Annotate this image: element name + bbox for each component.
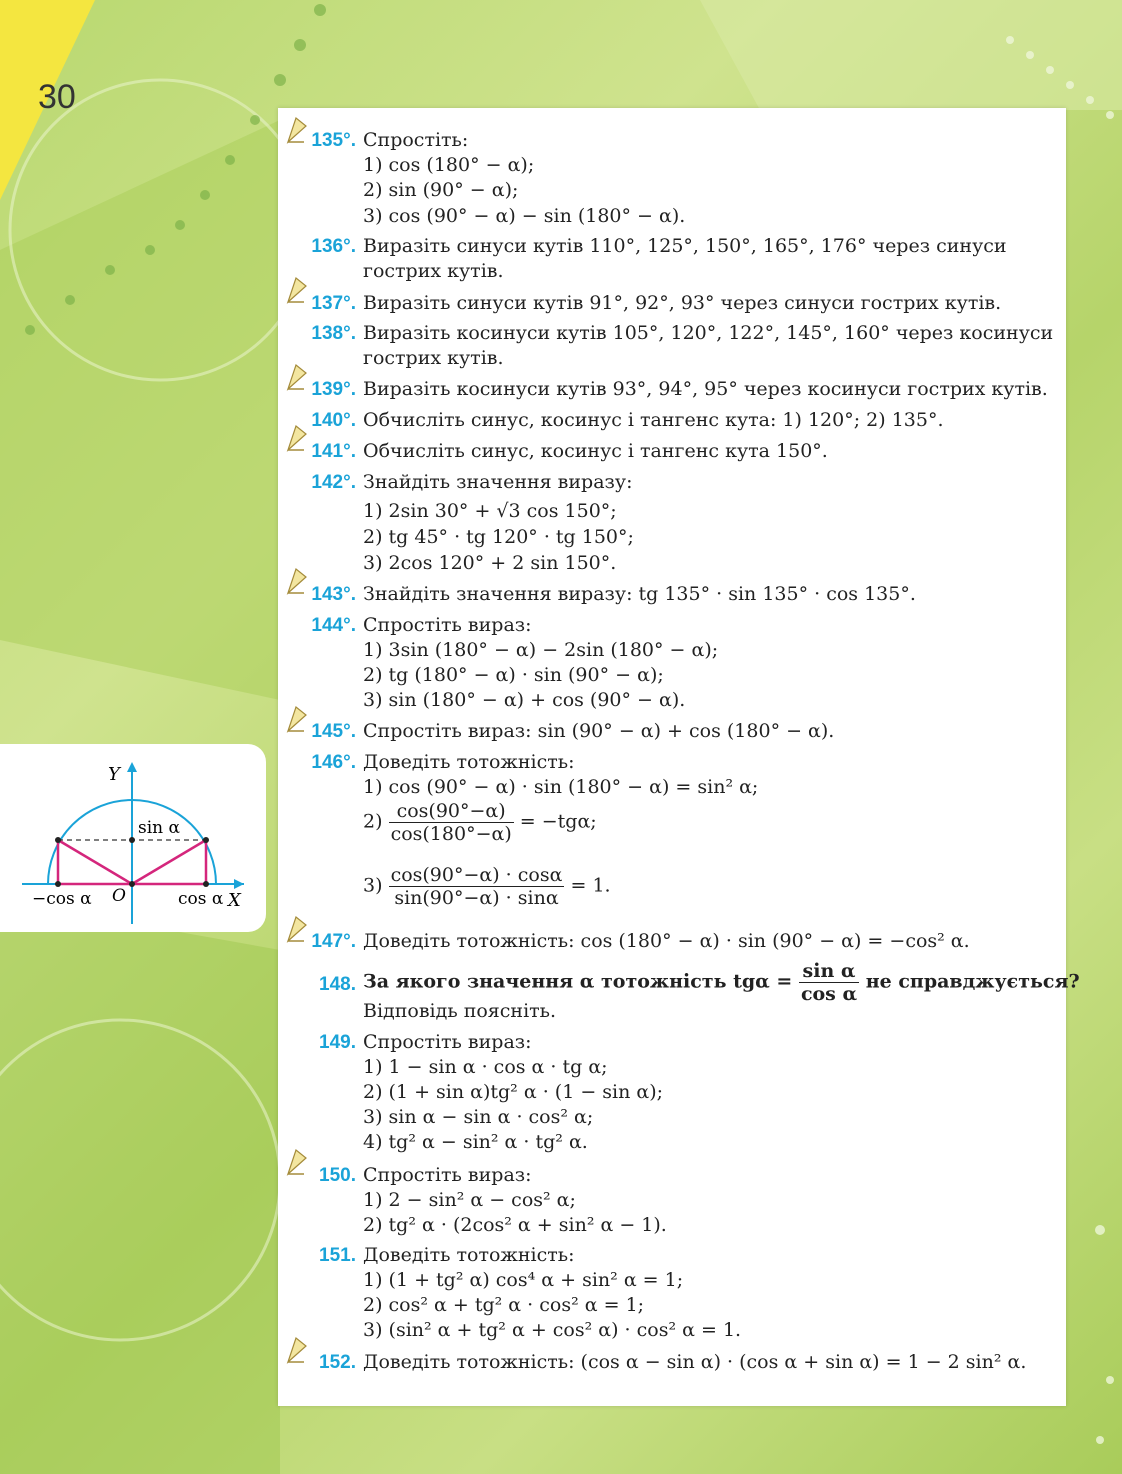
exercise-text: Виразіть синуси кутів 110°, 125°, 150°, 165°, 176° через синуси (363, 235, 1007, 257)
exercise-item-fraction (363, 864, 611, 909)
exercise-item: 1) 2 − sin² α − cos² α; (363, 1189, 576, 1211)
exercise-number: 136°. (311, 236, 356, 257)
exercise-number: 137°. (311, 293, 356, 314)
page-number: 30 (38, 78, 76, 116)
exercise-number: 138°. (311, 323, 356, 344)
exercise-item: 1) (1 + tg² α) cos⁴ α + sin² α = 1; (363, 1269, 684, 1291)
exercise-text (363, 960, 1080, 1005)
exercise-text: Спростіть: (363, 129, 469, 151)
exercise-number: 147°. (311, 931, 356, 952)
exercise-text: Спростіть вираз: (363, 1031, 532, 1053)
fraction-numerator: sin α (799, 960, 859, 983)
fraction (799, 960, 859, 1005)
fraction-denominator: cos(180°−α) (390, 823, 512, 845)
exercise-number: 151. (319, 1245, 356, 1266)
neg-cos-label: −cos α (32, 889, 92, 909)
fraction-rhs: = −tgα; (519, 810, 597, 833)
exercise-number: 143°. (311, 584, 356, 605)
exercise-item: 1) cos (180° − α); (363, 154, 535, 176)
exercise-text: Спростіть вираз: (363, 1164, 532, 1186)
exercise-item: 3) sin (180° − α) + cos (90° − α). (363, 689, 686, 711)
exercise-item: 3) sin α − sin α · cos² α; (363, 1106, 594, 1128)
exercise-item: 2) cos² α + tg² α · cos² α = 1; (363, 1294, 645, 1316)
fraction (389, 800, 514, 845)
exercise-number: 150. (319, 1165, 356, 1186)
exercise-item: 3) cos (90° − α) − sin (180° − α). (363, 205, 686, 227)
exercise-text: Обчисліть синус, косинус і тангенс кута: 1) 120°; 2) 135°. (363, 409, 944, 431)
exercise-number: 146°. (311, 752, 356, 773)
exercise-number: 142°. (311, 472, 356, 493)
unit-circle-figure (0, 744, 266, 932)
tg-expression: tgα = (733, 970, 793, 993)
exercise-item-fraction (363, 800, 597, 845)
exercise-text-suffix: не справджується? (865, 970, 1080, 993)
exercise-item: 3) (sin² α + tg² α + cos² α) · cos² α = 1. (363, 1319, 742, 1341)
exercise-number: 144°. (311, 615, 356, 636)
exercise-number: 149. (319, 1032, 356, 1053)
item-prefix: 2) (363, 810, 383, 833)
exercise-item: 1) 2sin 30° + √3 cos 150°; (363, 500, 617, 522)
exercise-text: Доведіть тотожність: cos (180° − α) · sin (90° − α) = −cos² α. (363, 930, 970, 952)
fraction-numerator: cos(90°−α) · cosα (390, 864, 563, 886)
exercise-text: Доведіть тотожність: (363, 1244, 575, 1266)
exercise-number: 141°. (311, 441, 356, 462)
exercise-text: Виразіть косинуси кутів 93°, 94°, 95° через косинуси гострих кутів. (363, 378, 1048, 400)
exercise-text: Відповідь поясніть. (363, 1000, 557, 1022)
exercise-number: 145°. (311, 721, 356, 742)
exercise-panel (278, 108, 1080, 1406)
exercise-number: 139°. (311, 379, 356, 400)
item-prefix: 3) (363, 874, 383, 897)
exercise-number: 148. (319, 974, 356, 995)
y-axis-label: Y (108, 764, 120, 785)
exercise-item: 4) tg² α − sin² α · tg² α. (363, 1131, 588, 1153)
exercise-text: гострих кутів. (363, 347, 504, 369)
fraction-rhs: = 1. (570, 874, 611, 897)
exercise-text: Спростіть вираз: (363, 614, 532, 636)
exercise-text: Спростіть вираз: sin (90° − α) + cos (180° − α). (363, 720, 835, 742)
fraction-denominator: sin(90°−α) · sinα (394, 887, 559, 909)
fraction-denominator: cos α (800, 983, 858, 1005)
exercise-item: 1) 3sin (180° − α) − 2sin (180° − α); (363, 639, 719, 661)
exercise-text: Доведіть тотожність: (cos α − sin α) · (cos α + sin α) = 1 − 2 sin² α. (363, 1351, 1027, 1373)
exercise-text: Виразіть синуси кутів 91°, 92°, 93° через синуси гострих кутів. (363, 292, 1002, 314)
exercise-text: Виразіть косинуси кутів 105°, 120°, 122°, 145°, 160° через косинуси (363, 322, 1054, 344)
x-axis-label: X (228, 890, 241, 911)
fraction-numerator: cos(90°−α) (389, 800, 514, 823)
cos-label: cos α (178, 889, 224, 909)
exercise-text: Знайдіть значення виразу: (363, 471, 633, 493)
exercise-item: 2) tg 45° · tg 120° · tg 150°; (363, 526, 634, 548)
exercise-item: 1) cos (90° − α) · sin (180° − α) = sin² α; (363, 776, 759, 798)
exercise-number: 152. (319, 1352, 356, 1373)
exercise-item: 3) 2cos 120° + 2 sin 150°. (363, 552, 617, 574)
exercise-text: Доведіть тотожність: (363, 751, 575, 773)
exercise-text: Знайдіть значення виразу: tg 135° · sin 135° · cos 135°. (363, 583, 916, 605)
exercise-number: 140°. (311, 410, 356, 431)
exercise-item: 2) sin (90° − α); (363, 179, 519, 201)
origin-label: O (112, 886, 126, 906)
exercise-item: 2) tg² α · (2cos² α + sin² α − 1). (363, 1214, 667, 1236)
exercise-item: 2) (1 + sin α)tg² α · (1 − sin α); (363, 1081, 664, 1103)
exercise-number: 135°. (311, 130, 356, 151)
exercise-text-prefix: За якого значення α тотожність (363, 970, 727, 993)
exercise-text: гострих кутів. (363, 260, 504, 282)
exercise-text: Обчисліть синус, косинус і тангенс кута 150°. (363, 440, 828, 462)
sin-label: sin α (138, 818, 180, 838)
fraction (389, 864, 565, 909)
exercise-item: 2) tg (180° − α) · sin (90° − α); (363, 664, 664, 686)
exercise-item: 1) 1 − sin α · cos α · tg α; (363, 1056, 608, 1078)
